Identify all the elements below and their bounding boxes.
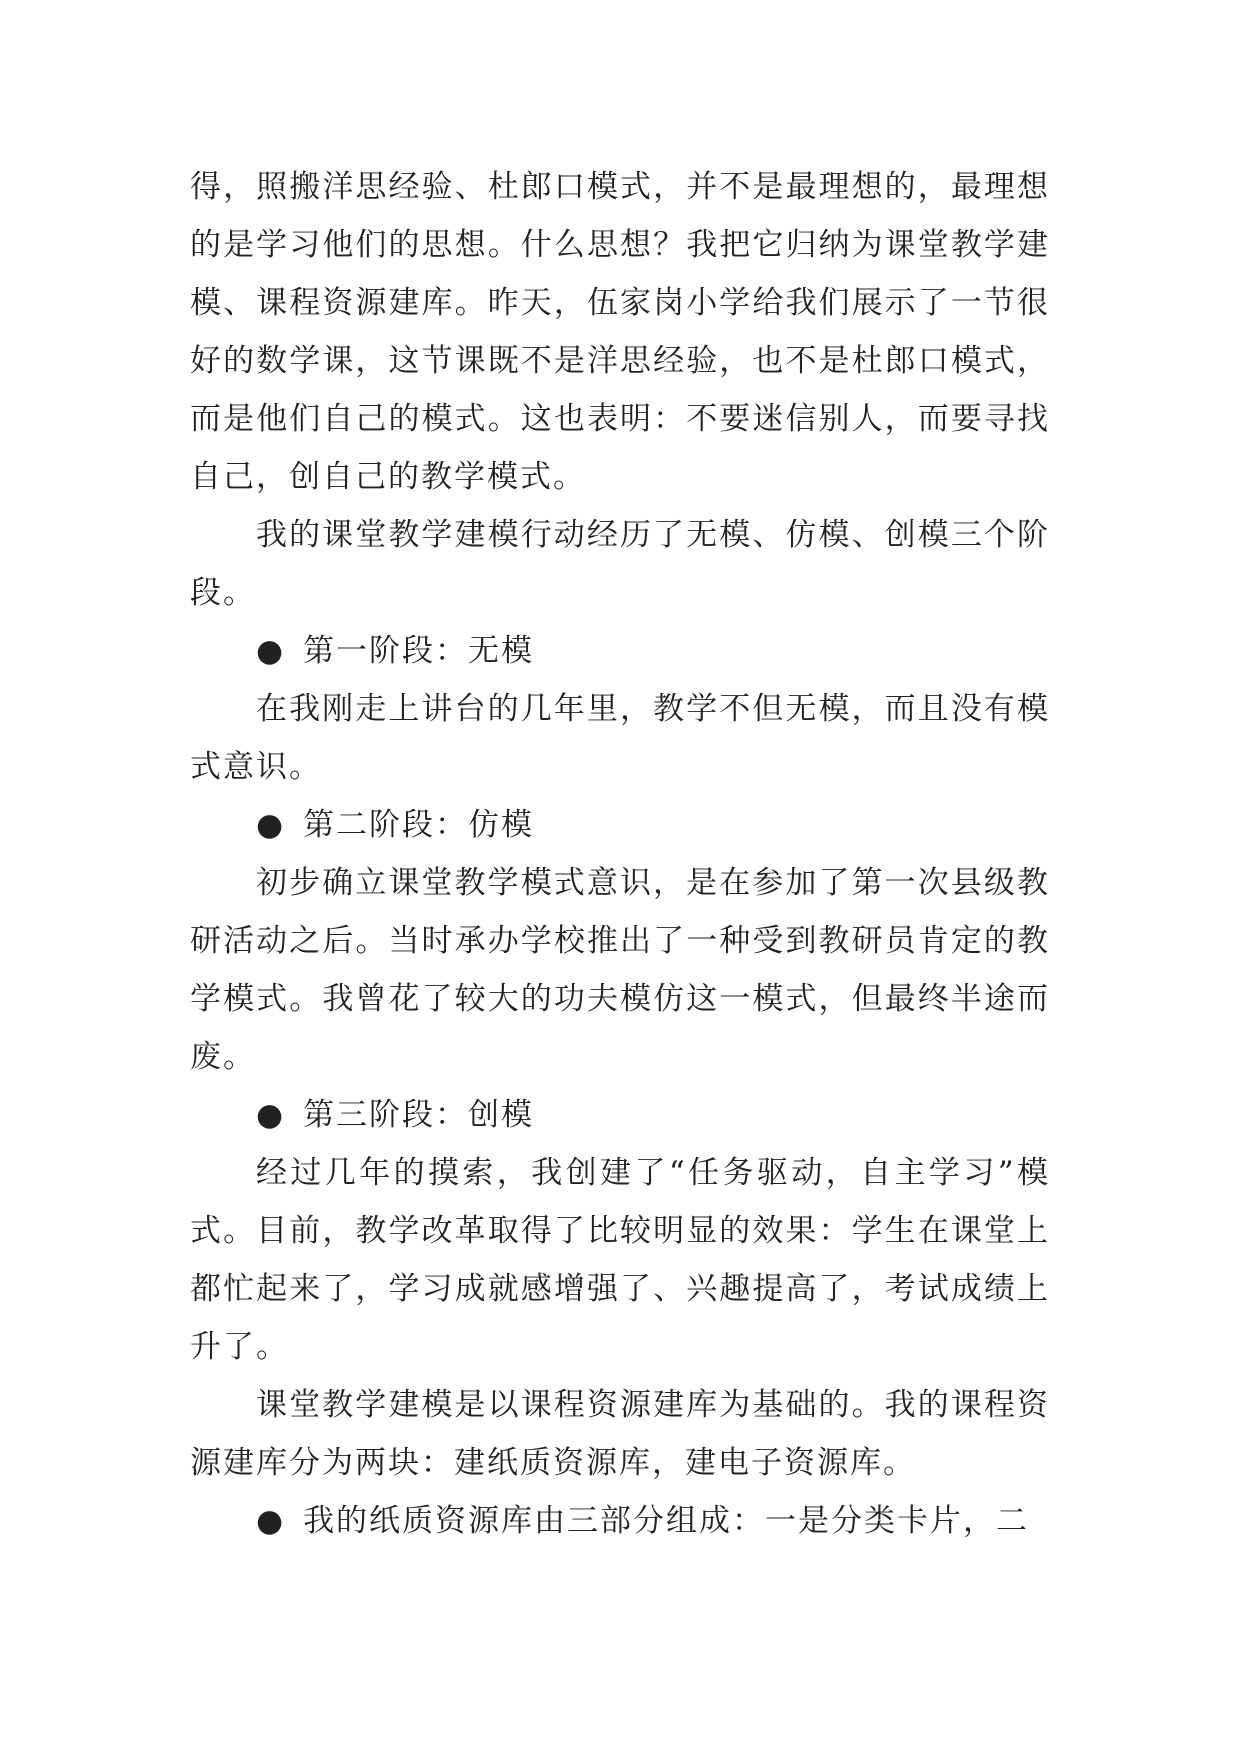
bullet-paper-library — [190, 1492, 1050, 1550]
bullet-stage-one — [190, 622, 1050, 680]
bullet-stage-three — [190, 1086, 1050, 1144]
bullet-paper-library-text: 我的纸质资源库由三部分组成：一是分类卡片，二 — [303, 1503, 1030, 1539]
paragraph-4: 初步确立课堂教学模式意识，是在参加了第一次县级教研活动之后。当时承办学校推出了一种受到教研员肯定的教学模式。我曾花了较大的功夫模仿这一模式，但最终半途而废。 — [190, 865, 1050, 1075]
document-body — [190, 158, 1050, 1550]
bullet-dot-icon: ● — [256, 1097, 286, 1133]
paragraph-3: 在我刚走上讲台的几年里，教学不但无模，而且没有模式意识。 — [190, 691, 1050, 785]
paragraph-2: 我的课堂教学建模行动经历了无模、仿模、创模三个阶段。 — [190, 517, 1050, 611]
bullet-dot-icon: ● — [256, 807, 286, 843]
paragraph-5: 经过几年的摸索，我创建了“任务驱动，自主学习”模式。目前，教学改革取得了比较明显的效果：学生在课堂上都忙起来了，学习成就感增强了、兴趣提高了，考试成绩上升了。 — [190, 1155, 1050, 1365]
bullet-stage-two — [190, 796, 1050, 854]
bullet-dot-icon: ● — [256, 633, 286, 669]
paragraph-1: 得，照搬洋思经验、杜郎口模式，并不是最理想的，最理想的是学习他们的思想。什么思想？我把它归纳为课堂教学建模、课程资源建库。昨天，伍家岗小学给我们展示了一节很好的数学课，这节课既不是洋思经验，也不是杜郎口模式，而是他们自己的模式。这也表明：不要迷信别人，而要寻找自己，创自己的教学模式。 — [190, 169, 1050, 495]
bullet-dot-icon: ● — [256, 1503, 286, 1539]
bullet-stage-three-text: 第三阶段：创模 — [303, 1097, 535, 1133]
bullet-stage-two-text: 第二阶段：仿模 — [303, 807, 535, 843]
bullet-stage-one-text: 第一阶段：无模 — [303, 633, 535, 669]
paragraph-6: 课堂教学建模是以课程资源建库为基础的。我的课程资源建库分为两块：建纸质资源库，建电子资源库。 — [190, 1387, 1050, 1481]
